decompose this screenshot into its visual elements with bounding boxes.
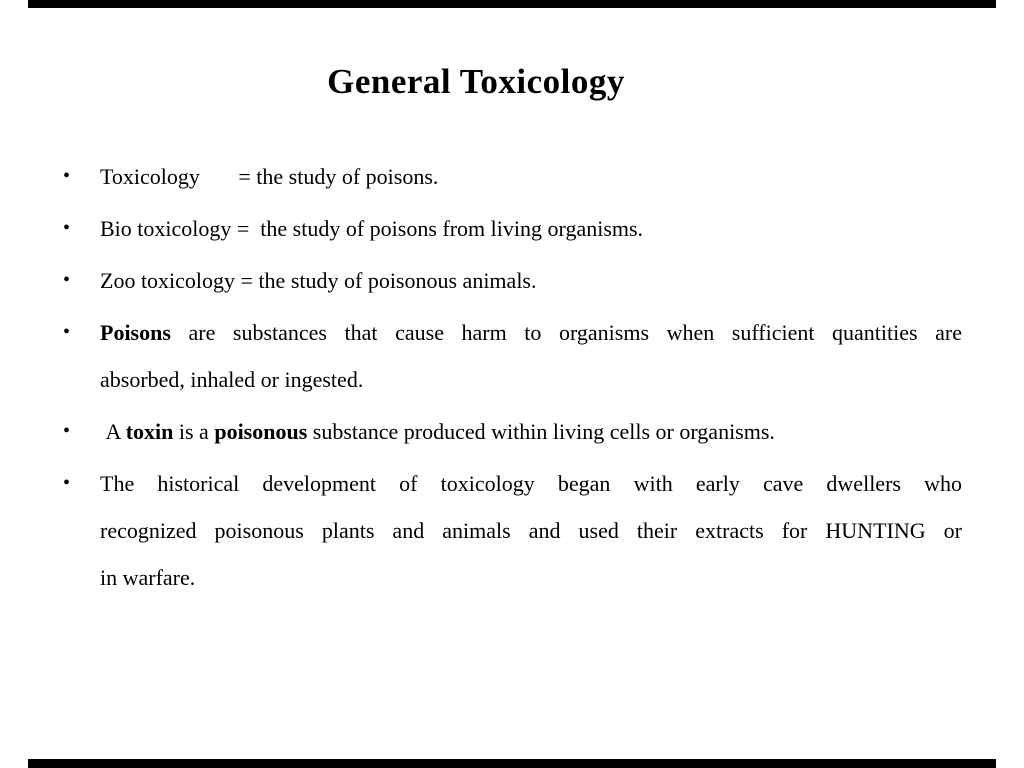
list-item [63, 257, 962, 304]
bullet-marker-icon: • [63, 321, 71, 343]
bold-text: Poisons [100, 320, 171, 345]
slide-title: General Toxicology [327, 62, 625, 101]
list-item [63, 205, 962, 252]
bold-text: toxin [125, 419, 174, 444]
list-item [63, 153, 962, 200]
bullet-line [100, 309, 962, 356]
list-item [63, 460, 962, 601]
bullet-line [100, 153, 962, 200]
bullet-marker-icon: • [63, 472, 71, 494]
bullet-line [100, 205, 962, 252]
text-segment: is a [173, 419, 215, 444]
text-segment: absorbed, inhaled or ingested. [100, 367, 364, 392]
bold-text: poisonous [214, 419, 308, 444]
bullet-line [100, 356, 962, 403]
text-segment: Zoo toxicology = the study of poisonous animals. [100, 268, 537, 293]
bottom-border-bar [28, 759, 996, 768]
top-border-bar [28, 0, 996, 8]
text-segment: The historical development of toxicology began with early cave dwellers who [100, 471, 962, 496]
text-segment: recognized poisonous plants and animals and used their extracts for HUNTING or [100, 518, 962, 543]
bullet-line [100, 507, 962, 554]
text-segment: Bio toxicology = the study of poisons from living organisms. [100, 216, 644, 241]
bullet-marker-icon: • [63, 217, 71, 239]
bullet-list [63, 153, 962, 606]
bullet-line [100, 257, 962, 304]
text-segment: in warfare. [100, 565, 196, 590]
text-segment: substance produced within living cells or organisms. [307, 419, 775, 444]
bullet-line [100, 554, 962, 601]
bullet-line [100, 460, 962, 507]
bullet-marker-icon: • [63, 420, 71, 442]
list-item [63, 408, 962, 455]
bullet-marker-icon: • [63, 269, 71, 291]
text-segment: A [100, 419, 126, 444]
text-segment: Toxicology = the study of poisons. [100, 164, 439, 189]
bullet-marker-icon: • [63, 165, 71, 187]
text-segment: are substances that cause harm to organisms when sufficient quantities are [170, 320, 962, 345]
list-item [63, 309, 962, 403]
bullet-line [100, 408, 962, 455]
